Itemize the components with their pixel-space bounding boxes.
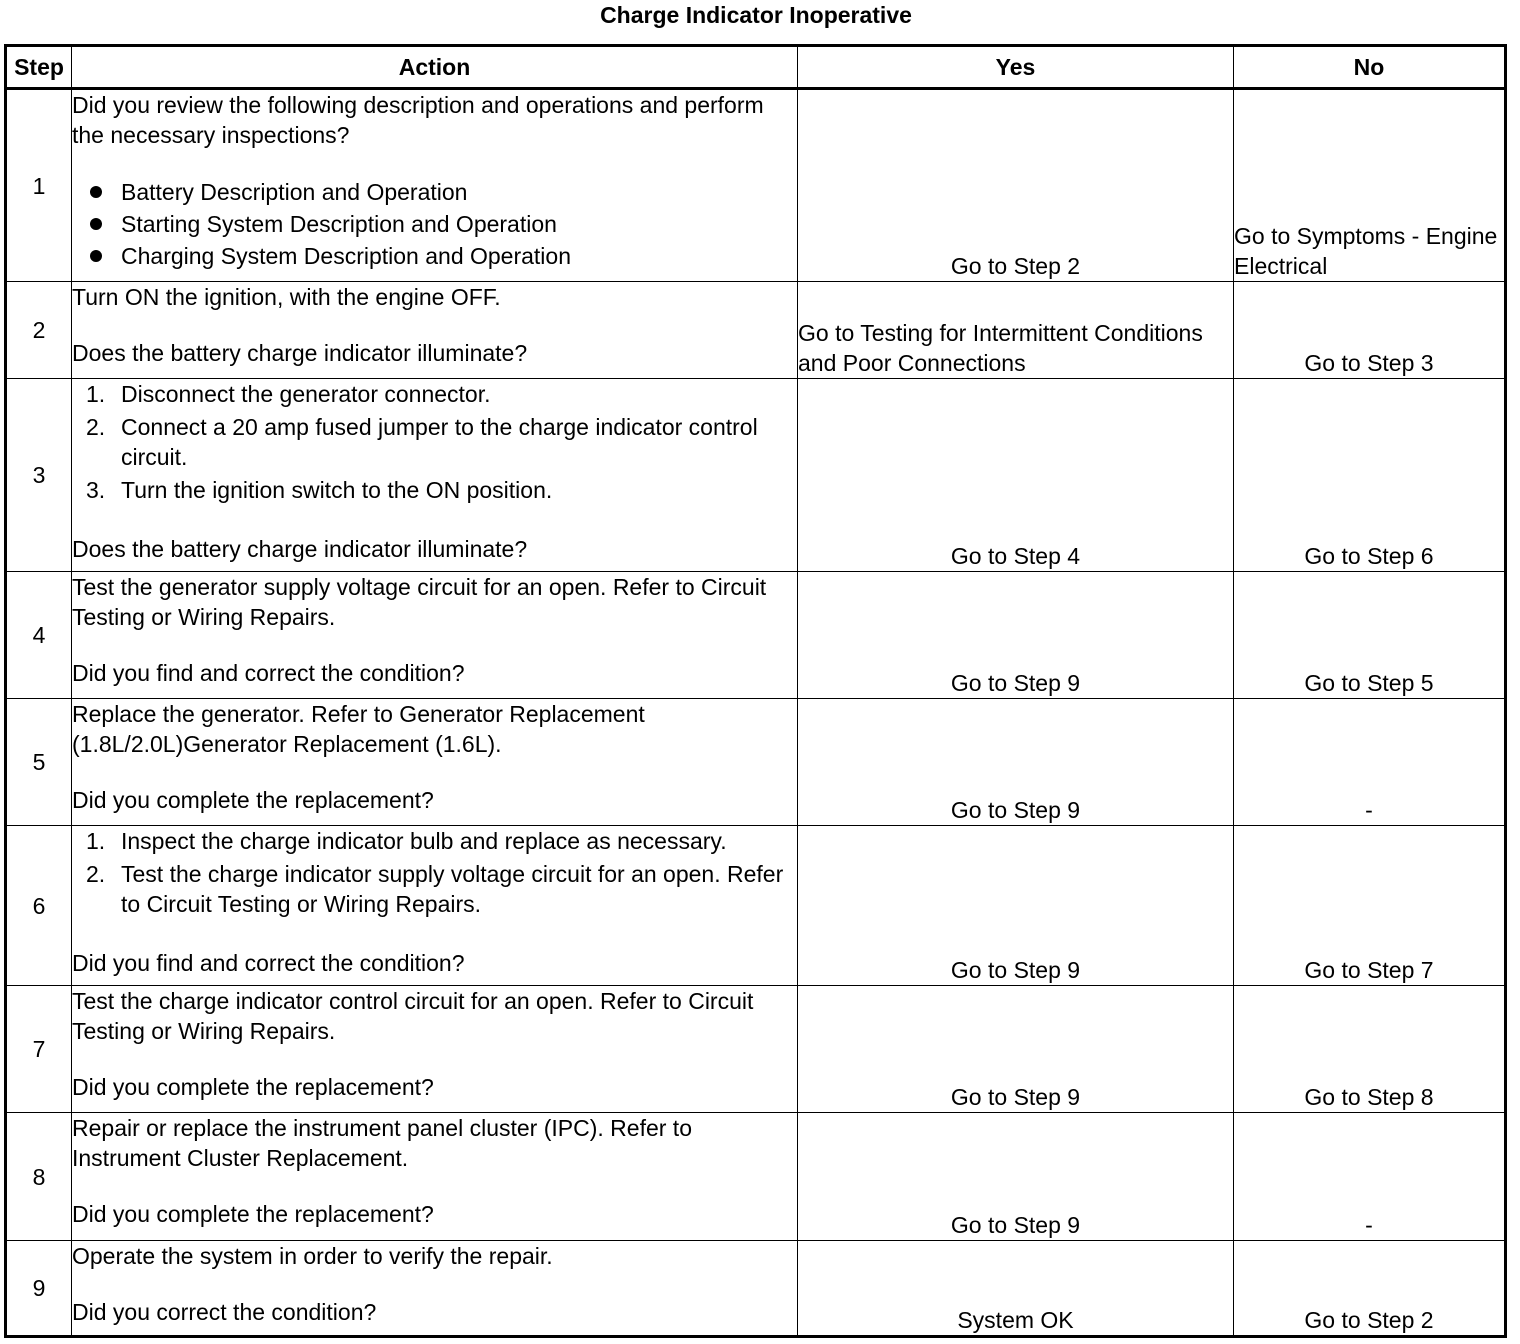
item-text: Turn the ignition switch to the ON position.	[121, 477, 553, 503]
question-text: Does the battery charge indicator illuminate?	[72, 340, 528, 366]
list-item	[86, 475, 797, 505]
action-cell	[72, 282, 798, 379]
no-cell: Go to Step 5	[1234, 572, 1506, 699]
no-cell: -	[1234, 699, 1506, 826]
question-text: Does the battery charge indicator illuminate?	[72, 536, 528, 562]
no-cell: Go to Symptoms - Engine Electrical	[1234, 89, 1506, 282]
action-text: Test the generator supply voltage circuit for an open. Refer to Circuit Testing or Wiring Repairs.	[72, 574, 767, 630]
table-row	[6, 282, 1506, 379]
numbered-list	[72, 826, 797, 919]
step-number: 6	[6, 826, 72, 986]
item-text: Inspect the charge indicator bulb and replace as necessary.	[121, 828, 727, 854]
yes-cell: Go to Step 9	[798, 572, 1234, 699]
no-cell: Go to Step 8	[1234, 986, 1506, 1113]
no-cell: Go to Step 3	[1234, 282, 1506, 379]
item-number: 2.	[86, 414, 106, 440]
step-number: 4	[6, 572, 72, 699]
question-text: Did you find and correct the condition?	[72, 660, 465, 686]
header-step: Step	[6, 46, 72, 89]
action-cell	[72, 379, 798, 572]
item-text: Test the charge indicator supply voltage circuit for an open. Refer to Circuit Testing or Wiring Repairs.	[121, 861, 784, 917]
step-number: 5	[6, 699, 72, 826]
table-row	[6, 572, 1506, 699]
no-cell: Go to Step 6	[1234, 379, 1506, 572]
table-row	[6, 89, 1506, 282]
table-row	[6, 826, 1506, 986]
action-text: Test the charge indicator control circuit for an open. Refer to Circuit Testing or Wiring Repairs.	[72, 988, 754, 1044]
item-text: Disconnect the generator connector.	[121, 381, 491, 407]
step-number: 2	[6, 282, 72, 379]
item-number: 2.	[86, 861, 106, 887]
item-text: Connect a 20 amp fused jumper to the charge indicator control circuit.	[121, 414, 758, 470]
yes-cell: Go to Testing for Intermittent Conditions and Poor Connections	[798, 282, 1234, 379]
table-row	[6, 379, 1506, 572]
item-number: 3.	[86, 477, 106, 503]
question-text: Did you find and correct the condition?	[72, 950, 465, 976]
yes-cell: Go to Step 2	[798, 89, 1234, 282]
action-cell	[72, 572, 798, 699]
action-cell	[72, 1241, 798, 1337]
action-cell	[72, 699, 798, 826]
list-item	[86, 379, 797, 409]
page-title: Charge Indicator Inoperative	[600, 2, 912, 28]
table-row	[6, 1113, 1506, 1241]
list-item: Battery Description and Operation	[88, 176, 797, 208]
yes-cell: Go to Step 9	[798, 699, 1234, 826]
header-action: Action	[72, 46, 798, 89]
yes-cell: Go to Step 9	[798, 1113, 1234, 1241]
list-item: Charging System Description and Operation	[88, 240, 797, 272]
action-text: Repair or replace the instrument panel cluster (IPC). Refer to Instrument Cluster Replacement.	[72, 1115, 692, 1171]
question-text: Did you complete the replacement?	[72, 1074, 434, 1100]
no-cell: Go to Step 2	[1234, 1241, 1506, 1337]
item-number: 1.	[86, 381, 106, 407]
table-row	[6, 1241, 1506, 1337]
action-text: Did you review the following description and operations and perform the necessary inspections?	[72, 92, 764, 148]
list-item: Starting System Description and Operation	[88, 208, 797, 240]
numbered-list	[72, 379, 797, 505]
bullet-list	[72, 176, 797, 272]
step-number: 7	[6, 986, 72, 1113]
action-cell	[72, 986, 798, 1113]
list-item	[86, 412, 797, 472]
diagnostic-table	[4, 44, 1507, 1338]
yes-cell: Go to Step 9	[798, 826, 1234, 986]
action-cell	[72, 89, 798, 282]
table-row	[6, 699, 1506, 826]
action-text: Replace the generator. Refer to Generator Replacement (1.8L/2.0L)Generator Replacement (1.6L).	[72, 701, 645, 757]
action-text: Turn ON the ignition, with the engine OFF.	[72, 284, 501, 310]
yes-cell: Go to Step 9	[798, 986, 1234, 1113]
question-text: Did you complete the replacement?	[72, 787, 434, 813]
list-item	[86, 826, 797, 856]
action-cell	[72, 1113, 798, 1241]
table-row	[6, 986, 1506, 1113]
step-number: 8	[6, 1113, 72, 1241]
action-text: Operate the system in order to verify the repair.	[72, 1243, 553, 1269]
step-number: 3	[6, 379, 72, 572]
header-yes: Yes	[798, 46, 1234, 89]
yes-cell: Go to Step 4	[798, 379, 1234, 572]
list-item	[86, 859, 797, 919]
item-number: 1.	[86, 828, 106, 854]
no-cell: -	[1234, 1113, 1506, 1241]
step-number: 9	[6, 1241, 72, 1337]
header-row	[6, 46, 1506, 89]
question-text: Did you complete the replacement?	[72, 1201, 434, 1227]
step-number: 1	[6, 89, 72, 282]
no-cell: Go to Step 7	[1234, 826, 1506, 986]
yes-cell: System OK	[798, 1241, 1234, 1337]
question-text: Did you correct the condition?	[72, 1299, 377, 1325]
header-no: No	[1234, 46, 1506, 89]
action-cell	[72, 826, 798, 986]
